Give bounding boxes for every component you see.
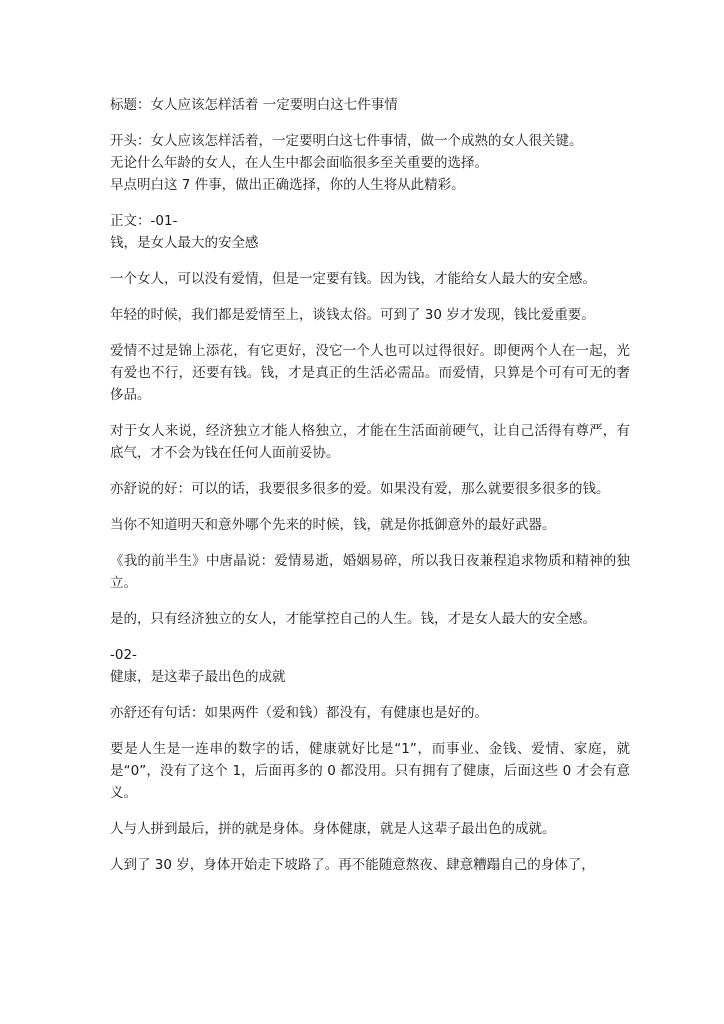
- section-1-heading: 钱，是女人最大的安全感: [110, 235, 259, 251]
- section-2-header: [110, 644, 630, 688]
- section-2-paragraph-1: 亦舒还有句话：如果两件（爱和钱）都没有，有健康也是好的。: [110, 705, 488, 721]
- intro-line-2: 无论什么年龄的女人，在人生中都会面临很多至关重要的选择。: [110, 155, 488, 171]
- section-2-marker: -02-: [110, 647, 137, 663]
- section-1-marker: 正文：-01-: [110, 213, 178, 229]
- section-1-paragraph-3: 爱情不过是锦上添花，有它更好，没它一个人也可以过得很好。即便两个人在一起，光有爱也不行，还要有钱。钱，才是真正的生活必需品。而爱情，只算是个可有可无的奢侈品。: [110, 343, 630, 403]
- section-2-heading: 健康，是这辈子最出色的成就: [110, 669, 286, 685]
- intro-paragraph: [110, 130, 630, 196]
- section-1-paragraph-4: 对于女人来说，经济独立才能人格独立，才能在生活面前硬气，让自己活得有尊严，有底气，才不会为钱在任何人面前妥协。: [110, 423, 630, 461]
- section-2-paragraph-3: 人与人拼到最后，拼的就是身体。身体健康，就是人这辈子最出色的成就。: [110, 821, 556, 837]
- section-1-paragraph-1: 一个女人，可以没有爱情，但是一定要有钱。因为钱，才能给女人最大的安全感。: [110, 271, 596, 287]
- section-2-paragraph-4: 人到了 30 岁，身体开始走下坡路了。再不能随意熬夜、肆意糟蹋自己的身体了，: [110, 857, 595, 873]
- section-1-paragraph-8: 是的，只有经济独立的女人，才能掌控自己的人生。钱，才是女人最大的安全感。: [110, 611, 596, 627]
- section-1-paragraph-6: 当你不知道明天和意外哪个先来的时候，钱，就是你抵御意外的最好武器。: [110, 517, 556, 533]
- document-body: [110, 94, 630, 890]
- section-1-header: [110, 210, 630, 254]
- section-2-paragraph-2: 要是人生是一连串的数字的话，健康就好比是“1”，而事业、金钱、爱情、家庭，就是“0”，没有了这个 1，后面再多的 0 都没用。只有拥有了健康，后面这些 0 才会有意义。: [110, 741, 630, 801]
- intro-line-1: 开头：女人应该怎样活着，一定要明白这七件事情，做一个成熟的女人很关键。: [110, 133, 583, 149]
- section-1-paragraph-2: 年轻的时候，我们都是爱情至上，谈钱太俗。可到了 30 岁才发现，钱比爱重要。: [110, 307, 595, 323]
- section-1-paragraph-5: 亦舒说的好：可以的话，我要很多很多的爱。如果没有爱，那么就要很多很多的钱。: [110, 481, 610, 497]
- intro-line-3: 早点明白这 7 件事，做出正确选择，你的人生将从此精彩。: [110, 177, 465, 193]
- document-title: 标题：女人应该怎样活着 一定要明白这七件事情: [110, 97, 398, 113]
- section-1-paragraph-7: 《我的前半生》中唐晶说：爱情易逝，婚姻易碎，所以我日夜兼程追求物质和精神的独立。: [110, 553, 630, 591]
